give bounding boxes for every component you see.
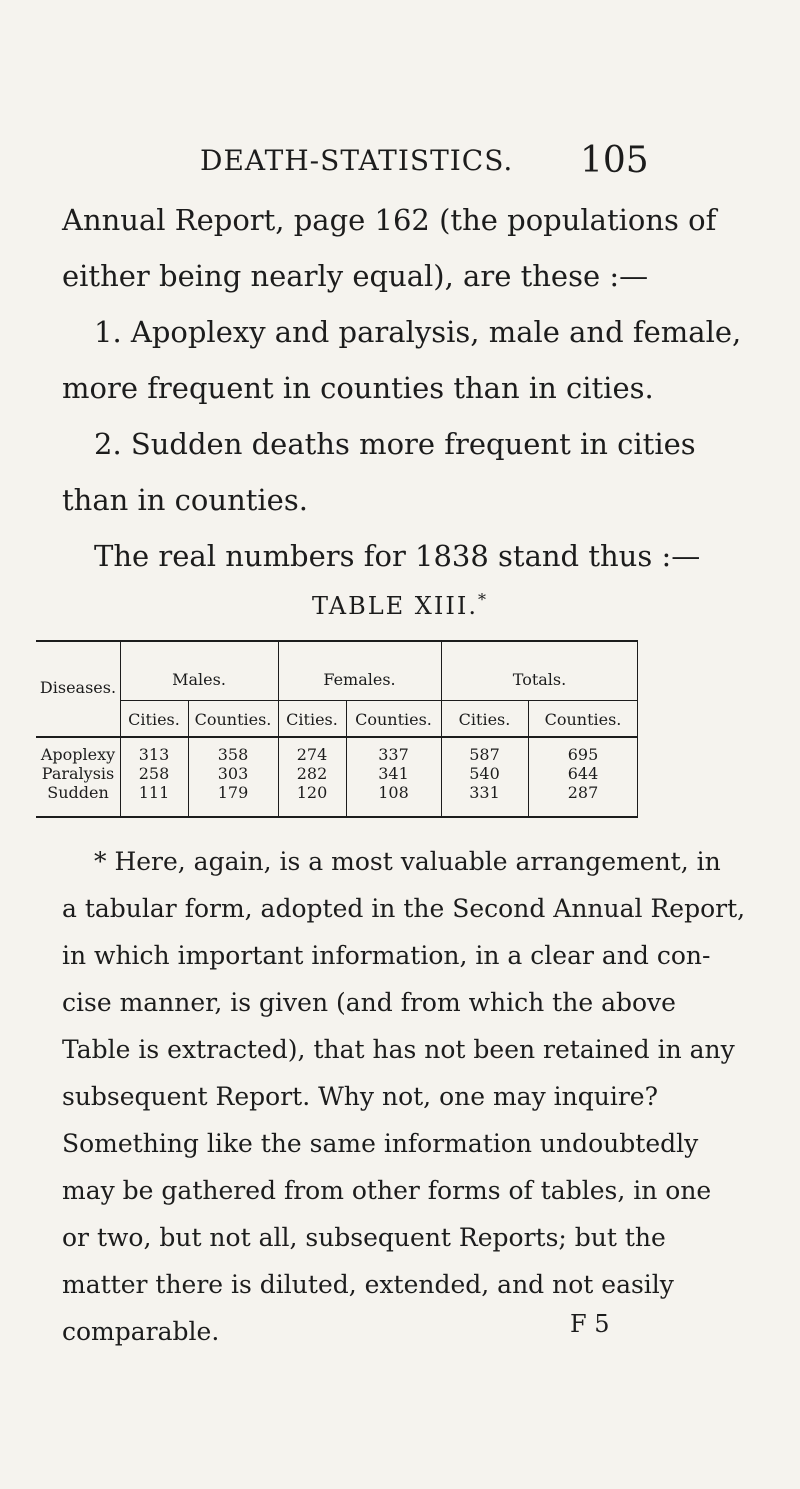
text-line: either being nearly equal), are these :— (62, 259, 649, 293)
subheader-counties: Counties. (355, 710, 432, 729)
footnote-line: in which important information, in a clear and con- (62, 941, 711, 970)
footnote-line: or two, but not all, subsequent Reports; but the (62, 1223, 666, 1252)
group-underline (120, 700, 638, 701)
row-label-sudden: Sudden (47, 783, 109, 802)
text-line: than in counties. (62, 483, 308, 517)
text-line: 2. Sudden deaths more frequent in cities (94, 427, 696, 461)
table-cell: 108 (378, 783, 409, 802)
footnote-line: a tabular form, adopted in the Second Annual Report, (62, 894, 746, 923)
footnote-line: comparable. (62, 1317, 220, 1346)
table-cell: 337 (378, 745, 409, 764)
footnote-line: * Here, again, is a most valuable arrangement, in (94, 847, 721, 876)
running-title: DEATH-STATISTICS. (200, 144, 514, 177)
header-rule (36, 736, 638, 738)
table-title (0, 590, 800, 620)
table-cell: 331 (469, 783, 500, 802)
text-line: The real numbers for 1838 stand thus :— (94, 539, 701, 573)
row-label-paralysis: Paralysis (41, 764, 115, 783)
subheader-counties: Counties. (544, 710, 622, 729)
footnote-line: matter there is diluted, extended, and not easily (62, 1270, 674, 1299)
table-cell: 282 (296, 764, 328, 783)
subheader-cities: Cities. (128, 710, 180, 729)
subheader-cities: Cities. (286, 710, 338, 729)
footnote-line: cise manner, is given (and from which the above (62, 988, 676, 1017)
footnote-mark: * (477, 590, 488, 609)
subheader-cities: Cities. (458, 710, 511, 729)
footnote-line: Something like the same information undoubtedly (62, 1129, 699, 1158)
table-cell: 313 (138, 745, 170, 764)
females-header: Females. (323, 670, 396, 689)
subheader-counties: Counties. (194, 710, 272, 729)
table-cell: 258 (138, 764, 170, 783)
table-cell: 341 (378, 764, 409, 783)
text-line: 1. Apoplexy and paralysis, male and female, (94, 315, 742, 349)
signature-mark: F 5 (570, 1310, 610, 1338)
table-cell: 358 (217, 745, 249, 764)
intro-paragraph (62, 192, 762, 584)
page-header (0, 140, 800, 180)
table-cell: 274 (296, 745, 328, 764)
table-cell: 179 (217, 783, 249, 802)
table-cell: 695 (567, 745, 599, 764)
table-top-rule (36, 640, 638, 642)
table-cell: 111 (138, 783, 170, 802)
table-cell: 587 (469, 745, 500, 764)
table-cell: 303 (217, 764, 249, 783)
page-number: 105 (580, 140, 649, 181)
table-cell: 120 (296, 783, 328, 802)
mortality-table (36, 640, 638, 818)
footnote-line: subsequent Report. Why not, one may inquire? (62, 1082, 658, 1111)
table-cell: 287 (567, 783, 599, 802)
footnote-line: may be gathered from other forms of tables, in one (62, 1176, 712, 1205)
males-header: Males. (172, 670, 226, 689)
table-cell: 540 (469, 764, 500, 783)
row-label-apoplexy: Apoplexy (40, 745, 116, 764)
table-title-text: TABLE XIII. (312, 592, 478, 620)
footnote-line: Table is extracted), that has not been retained in any (62, 1035, 735, 1064)
diseases-header: Diseases. (39, 678, 117, 697)
table-cell: 644 (567, 764, 599, 783)
totals-header: Totals. (512, 670, 567, 689)
footnote (62, 838, 762, 1355)
text-line: more frequent in counties than in cities. (62, 371, 654, 405)
text-line: Annual Report, page 162 (the populations of (62, 203, 717, 237)
table-bottom-rule (36, 816, 638, 818)
